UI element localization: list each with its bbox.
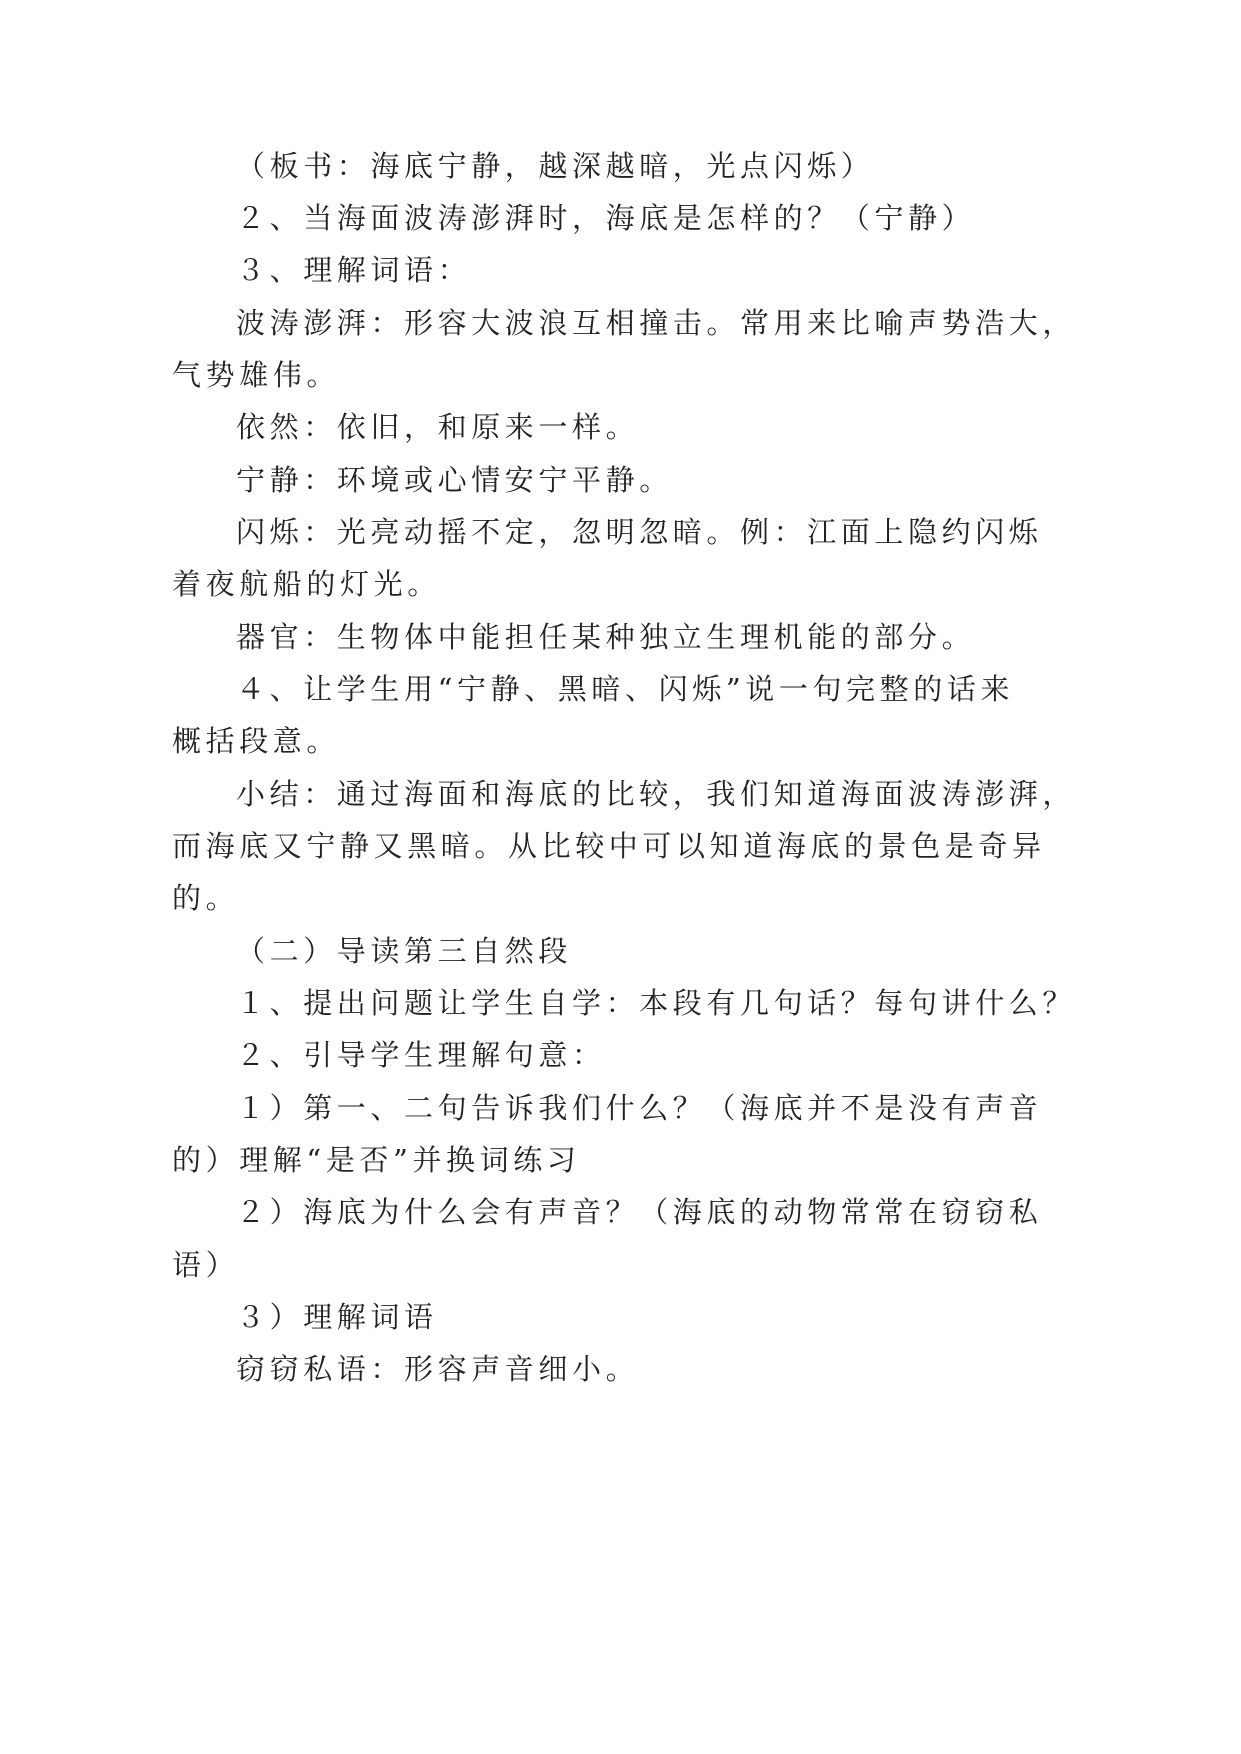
line-text: （板书：海底宁静，越深越暗，光点闪烁）	[236, 149, 875, 183]
text-line	[0, 196, 1241, 240]
line-text: ３、理解词语：	[236, 253, 472, 287]
line-text: ３）理解词语	[236, 1300, 438, 1334]
line-text: 而海底又宁静又黑暗。从比较中可以知道海底的景色是奇异	[172, 829, 1046, 863]
text-line	[0, 562, 1241, 606]
text-line	[0, 458, 1241, 502]
line-text: 着夜航船的灯光。	[172, 567, 441, 601]
text-line	[0, 1086, 1241, 1130]
text-line	[0, 1033, 1241, 1077]
line-text: １）第一、二句告诉我们什么？（海底并不是没有声音	[236, 1091, 1043, 1125]
text-line	[0, 929, 1241, 973]
line-text: 的。	[172, 881, 240, 915]
line-text: 器官：生物体中能担任某种独立生理机能的部分。	[236, 620, 976, 654]
line-text: 依然：依旧，和原来一样。	[236, 410, 640, 444]
text-line	[0, 1243, 1241, 1287]
text-line	[0, 1190, 1241, 1234]
line-text: 的）理解“是否”并换词练习	[172, 1143, 581, 1177]
line-text: 宁静：环境或心情安宁平静。	[236, 463, 673, 497]
line-text: 语）	[172, 1248, 240, 1282]
text-line	[0, 353, 1241, 397]
line-text: 波涛澎湃：形容大波浪互相撞击。常用来比喻声势浩大，	[236, 306, 1077, 340]
text-line	[0, 1295, 1241, 1339]
line-text: １、提出问题让学生自学：本段有几句话？每句讲什么？	[236, 986, 1077, 1020]
line-text: 窃窃私语：形容声音细小。	[236, 1352, 640, 1386]
text-line	[0, 719, 1241, 763]
text-line	[0, 667, 1241, 711]
text-line	[0, 144, 1241, 188]
line-text: 气势雄伟。	[172, 358, 341, 392]
line-text: ２、当海面波涛澎湃时，海底是怎样的？（宁静）	[236, 201, 976, 235]
line-text: ２）海底为什么会有声音？（海底的动物常常在窃窃私	[236, 1195, 1043, 1229]
text-line	[0, 981, 1241, 1025]
text-line	[0, 510, 1241, 554]
line-text: 闪烁：光亮动摇不定，忽明忽暗。例：江面上隐约闪烁	[236, 515, 1043, 549]
text-line	[0, 824, 1241, 868]
line-text: ２、引导学生理解句意：	[236, 1038, 606, 1072]
text-line	[0, 1347, 1241, 1391]
text-line	[0, 772, 1241, 816]
text-line	[0, 301, 1241, 345]
line-text: （二）导读第三自然段	[236, 934, 573, 968]
text-line	[0, 248, 1241, 292]
line-text: 概括段意。	[172, 724, 341, 758]
text-line	[0, 1138, 1241, 1182]
line-text: 小结：通过海面和海底的比较，我们知道海面波涛澎湃，	[236, 777, 1077, 811]
text-line	[0, 876, 1241, 920]
line-text: ４、让学生用“宁静、黑暗、闪烁”说一句完整的话来	[236, 672, 1015, 706]
text-line	[0, 615, 1241, 659]
text-line	[0, 405, 1241, 449]
